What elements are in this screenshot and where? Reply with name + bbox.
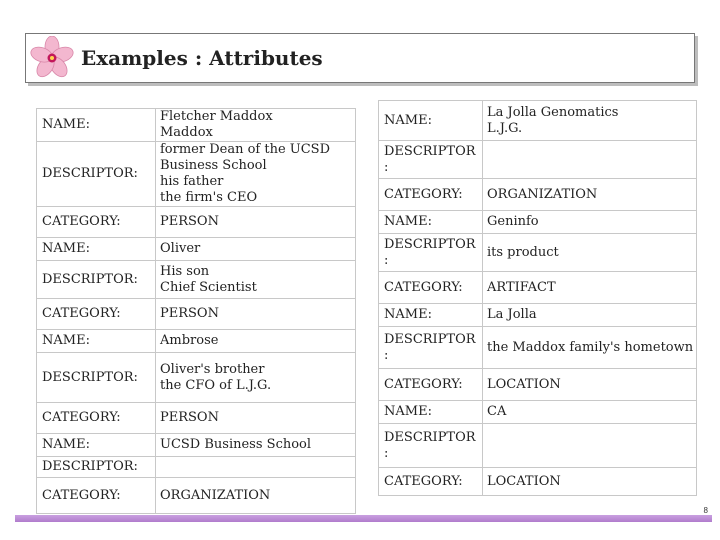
category-row	[37, 299, 356, 330]
category-label: CATEGORY:	[37, 403, 156, 434]
name-value: La Jolla	[483, 304, 697, 327]
category-value: ORGANIZATION	[483, 179, 697, 211]
descriptor-value: former Dean of the UCSD Business School his father the firm's CEO	[156, 142, 356, 207]
descriptor-row	[37, 261, 356, 299]
name-label: NAME:	[379, 211, 483, 234]
left-entities-table	[36, 108, 356, 514]
descriptor-row	[379, 327, 697, 369]
descriptor-label: DESCRIPTOR:	[37, 457, 156, 478]
category-label: CATEGORY:	[379, 272, 483, 304]
category-label: CATEGORY:	[379, 468, 483, 496]
descriptor-row	[379, 141, 697, 179]
descriptor-label: DESCRIPTOR :	[379, 424, 483, 468]
name-row	[379, 401, 697, 424]
slide-title: Examples : Attributes	[81, 46, 323, 70]
descriptor-value: His son Chief Scientist	[156, 261, 356, 299]
descriptor-label: DESCRIPTOR :	[379, 327, 483, 369]
name-value: Fletcher Maddox Maddox	[156, 109, 356, 142]
category-value: ORGANIZATION	[156, 478, 356, 514]
name-value: Ambrose	[156, 330, 356, 353]
slide-title-box	[25, 33, 695, 83]
name-label: NAME:	[37, 330, 156, 353]
name-label: NAME:	[379, 401, 483, 424]
category-label: CATEGORY:	[37, 478, 156, 514]
name-value: CA	[483, 401, 697, 424]
descriptor-label: DESCRIPTOR:	[37, 353, 156, 403]
orchid-flower-icon	[28, 36, 76, 80]
descriptor-value	[483, 141, 697, 179]
category-row	[379, 179, 697, 211]
descriptor-value: its product	[483, 234, 697, 272]
name-row	[379, 101, 697, 141]
category-value: PERSON	[156, 299, 356, 330]
name-label: NAME:	[379, 101, 483, 141]
category-label: CATEGORY:	[37, 207, 156, 238]
name-label: NAME:	[37, 238, 156, 261]
footer-accent-bar	[15, 515, 712, 522]
name-value: Geninfo	[483, 211, 697, 234]
name-row	[37, 109, 356, 142]
descriptor-value	[156, 457, 356, 478]
name-row	[379, 211, 697, 234]
category-value: PERSON	[156, 207, 356, 238]
right-entities-table	[378, 100, 697, 496]
name-value: Oliver	[156, 238, 356, 261]
category-row	[379, 369, 697, 401]
descriptor-value: the Maddox family's hometown	[483, 327, 697, 369]
descriptor-value	[483, 424, 697, 468]
descriptor-value: Oliver's brother the CFO of L.J.G.	[156, 353, 356, 403]
category-value: ARTIFACT	[483, 272, 697, 304]
descriptor-row	[37, 353, 356, 403]
name-row	[379, 304, 697, 327]
name-row	[37, 330, 356, 353]
descriptor-label: DESCRIPTOR:	[37, 261, 156, 299]
category-row	[37, 403, 356, 434]
descriptor-label: DESCRIPTOR :	[379, 141, 483, 179]
name-row	[37, 238, 356, 261]
category-value: PERSON	[156, 403, 356, 434]
category-value: LOCATION	[483, 468, 697, 496]
page-number: 8	[703, 506, 708, 515]
descriptor-row	[37, 457, 356, 478]
name-label: NAME:	[37, 434, 156, 457]
name-value: UCSD Business School	[156, 434, 356, 457]
category-label: CATEGORY:	[379, 179, 483, 211]
name-value: La Jolla Genomatics L.J.G.	[483, 101, 697, 141]
descriptor-row	[379, 234, 697, 272]
descriptor-row	[37, 142, 356, 207]
name-row	[37, 434, 356, 457]
category-row	[379, 468, 697, 496]
name-label: NAME:	[37, 109, 156, 142]
descriptor-label: DESCRIPTOR :	[379, 234, 483, 272]
descriptor-row	[379, 424, 697, 468]
category-label: CATEGORY:	[37, 299, 156, 330]
descriptor-label: DESCRIPTOR:	[37, 142, 156, 207]
category-row	[37, 207, 356, 238]
category-label: CATEGORY:	[379, 369, 483, 401]
name-label: NAME:	[379, 304, 483, 327]
category-value: LOCATION	[483, 369, 697, 401]
category-row	[37, 478, 356, 514]
category-row	[379, 272, 697, 304]
